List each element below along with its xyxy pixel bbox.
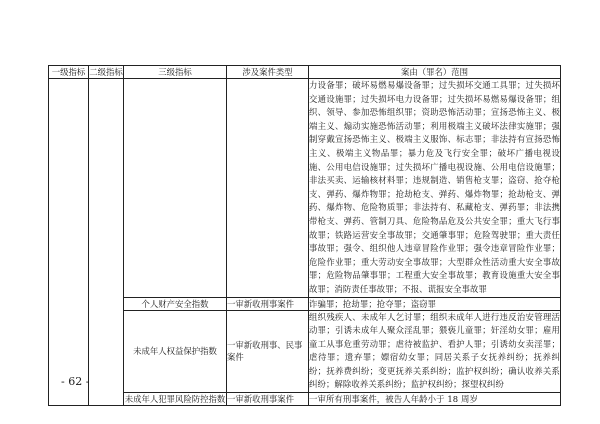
header-level3: 三级指标 [124,66,227,79]
page-number: - 62 - [61,375,90,388]
cause-cell: 力设备罪；破坏易燃易爆设备罪；过失损坏交通工具罪；过失损坏交通设施罪；过失损坏电力设备罪；过失损坏易燃易爆设备罪；组织、领导、参加恐怖组织罪；资助恐怖活动罪；宣扬恐怖主义、极端主义、煽动实施恐怖活动罪；利用极端主义破坏法律实施罪；强制穿戴宣扬恐怖主义、极端主义服饰、标志罪；非法持有宣扬恐怖主义、极端主义物品罪；暴力危及飞行安全罪；破坏广播电视设施、公用电信设施罪；过失损坏广播电视设施、公用电信设施罪；非法买卖、运输核材料罪；违规制造、销售枪支罪；盗窃、抢夺枪支、弹药、爆炸物罪；抢劫枪支、弹药、爆炸物罪；抢劫枪支、弹药、爆炸物、危险物质罪；非法持有、私藏枪支、弹药罪；非法携带枪支、弹药、管制刀具、危险物品危及公共安全罪；重大飞行事故罪；铁路运营安全事故罪；交通肇事罪；危险驾驶罪；重大责任事故罪；强令、组织他人违章冒险作业罪；强令违章冒险作业罪；危险作业罪；重大劳动安全事故罪；大型群众性活动重大安全事故罪；危险物品肇事罪；工程重大安全事故罪；教育设施重大安全事故罪；消防责任事故罪；不报、谎报安全事故罪 [309,79,561,298]
case-type-cell: 一审新收刑事案件 [227,393,309,406]
cause-cell: 一审所有刑事案件，被告人年龄小于 18 周岁 [309,393,561,406]
table-row [49,393,561,406]
level3-cell: 未成年人犯罪风险防控指数 [124,394,226,405]
header-cause-scope: 案由（罪名）范围 [309,66,561,79]
case-type-cell [227,79,309,298]
header-level1: 一级指标 [49,66,89,79]
table-row [49,79,561,298]
table-header-row [49,66,561,79]
cause-cell: 诈骗罪；抢劫罪；抢夺罪；盗窃罪 [309,297,561,310]
case-cause-table [48,65,561,406]
header-level2: 二级指标 [89,67,123,77]
table-row [49,310,561,393]
table-row [49,297,561,310]
level3-cell: 未成年人权益保护指数 [124,310,227,393]
cause-cell: 组织残疾人、未成年人乞讨罪；组织未成年人进行违反治安管理活动罪；引诱未成年人聚众淫乱罪；猥亵儿童罪；奸淫幼女罪；雇用童工从事危重劳动罪；虐待被监护、看护人罪；引诱幼女卖淫罪；虐待罪；遗弃罪；嫖宿幼女罪；同居关系子女抚养纠纷；抚养纠纷；抚养费纠纷；变更抚养关系纠纷；监护权纠纷；确认收养关系纠纷；解除收养关系纠纷；监护权纠纷；探望权纠纷 [309,310,561,393]
level3-cell: 个人财产安全指数 [124,297,227,310]
level1-cell [49,79,89,406]
level3-cell [124,79,227,298]
case-type-cell: 一审新收刑事案件 [227,297,309,310]
level2-cell [89,79,124,406]
header-case-type: 涉及案件类型 [227,66,309,79]
case-type-cell: 一审新收刑事、民事案件 [227,310,309,393]
